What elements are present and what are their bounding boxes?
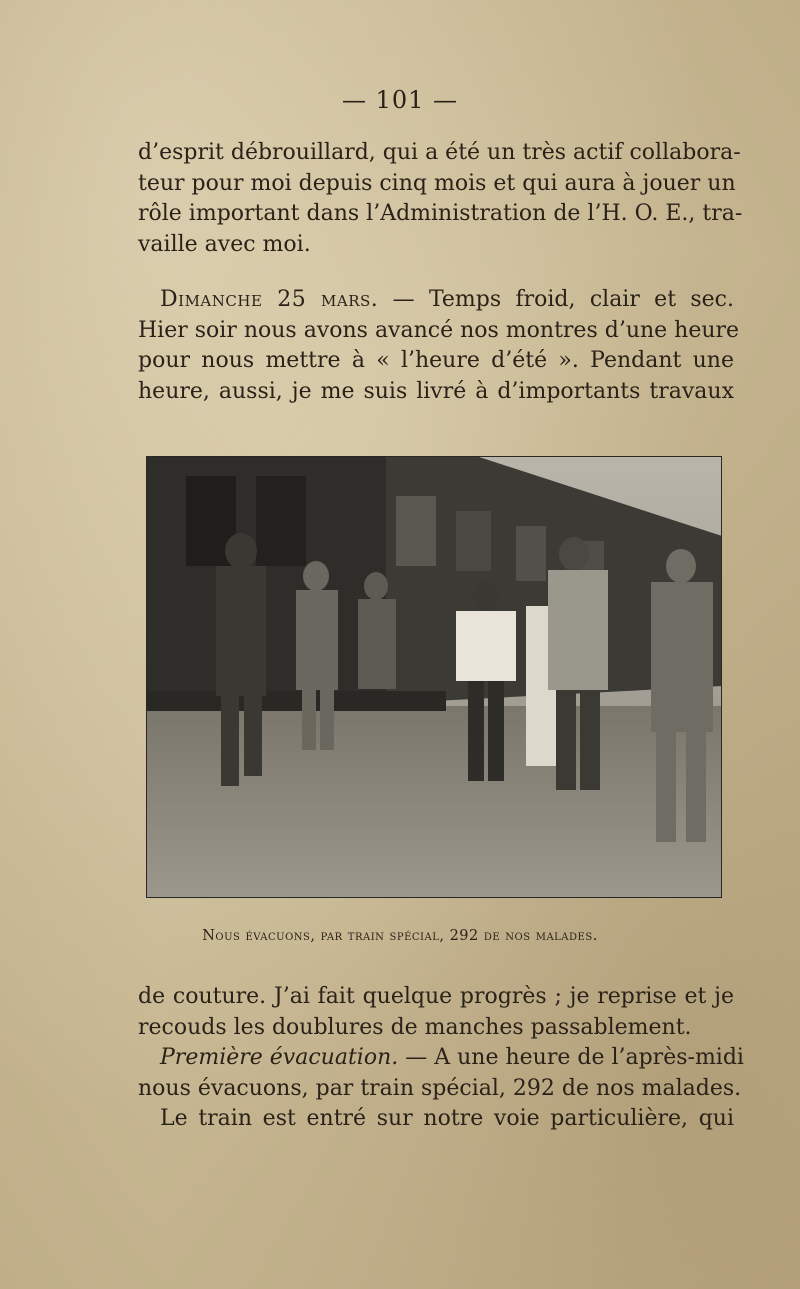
photo-illustration bbox=[146, 456, 722, 898]
section-heading: Première évacuation. bbox=[160, 1045, 399, 1070]
text-line: recouds les doublures de manches passablement. bbox=[138, 1014, 692, 1040]
paragraph-3 bbox=[138, 982, 734, 1043]
photo-caption bbox=[0, 928, 800, 944]
text-line: d’esprit débrouillard, qui a été un très actif collabora- bbox=[138, 140, 741, 165]
text-line bbox=[138, 1043, 744, 1074]
text-line: Hier soir nous avons avancé nos montres d’une heure bbox=[138, 317, 740, 343]
entry-date: Dimanche 25 mars. bbox=[160, 287, 379, 312]
text-line: rôle important dans l’Administration de l’H. O. E., tra- bbox=[138, 201, 743, 226]
paragraph-2 bbox=[138, 285, 740, 407]
paragraph-1 bbox=[138, 138, 743, 260]
text-line: pour nous mettre à « l’heure d’été ». Pendant une bbox=[138, 348, 734, 373]
text-line: heure, aussi, je me suis livré à d’importants travaux bbox=[138, 378, 734, 404]
text-line: nous évacuons, par train spécial, 292 de nos malades. bbox=[138, 1075, 742, 1101]
heading-continuation: — A une heure de l’après-midi bbox=[398, 1045, 744, 1070]
page-number: — 101 — bbox=[341, 86, 459, 114]
weather-note: — Temps froid, clair et sec. bbox=[378, 287, 734, 312]
paragraph-4 bbox=[138, 1043, 744, 1135]
caption-text: Nous évacuons, par train spécial, 292 de nos malades. bbox=[202, 928, 598, 944]
text-line bbox=[138, 285, 734, 316]
train-evacuation-photo bbox=[146, 456, 722, 898]
text-line: teur pour moi depuis cinq mois et qui aura à jouer un bbox=[138, 170, 736, 196]
text-line: Le train est entré sur notre voie particulière, qui bbox=[160, 1106, 734, 1131]
text-line: vaille avec moi. bbox=[138, 231, 311, 257]
text-line: de couture. J’ai fait quelque progrès ; je reprise et je bbox=[138, 984, 734, 1009]
